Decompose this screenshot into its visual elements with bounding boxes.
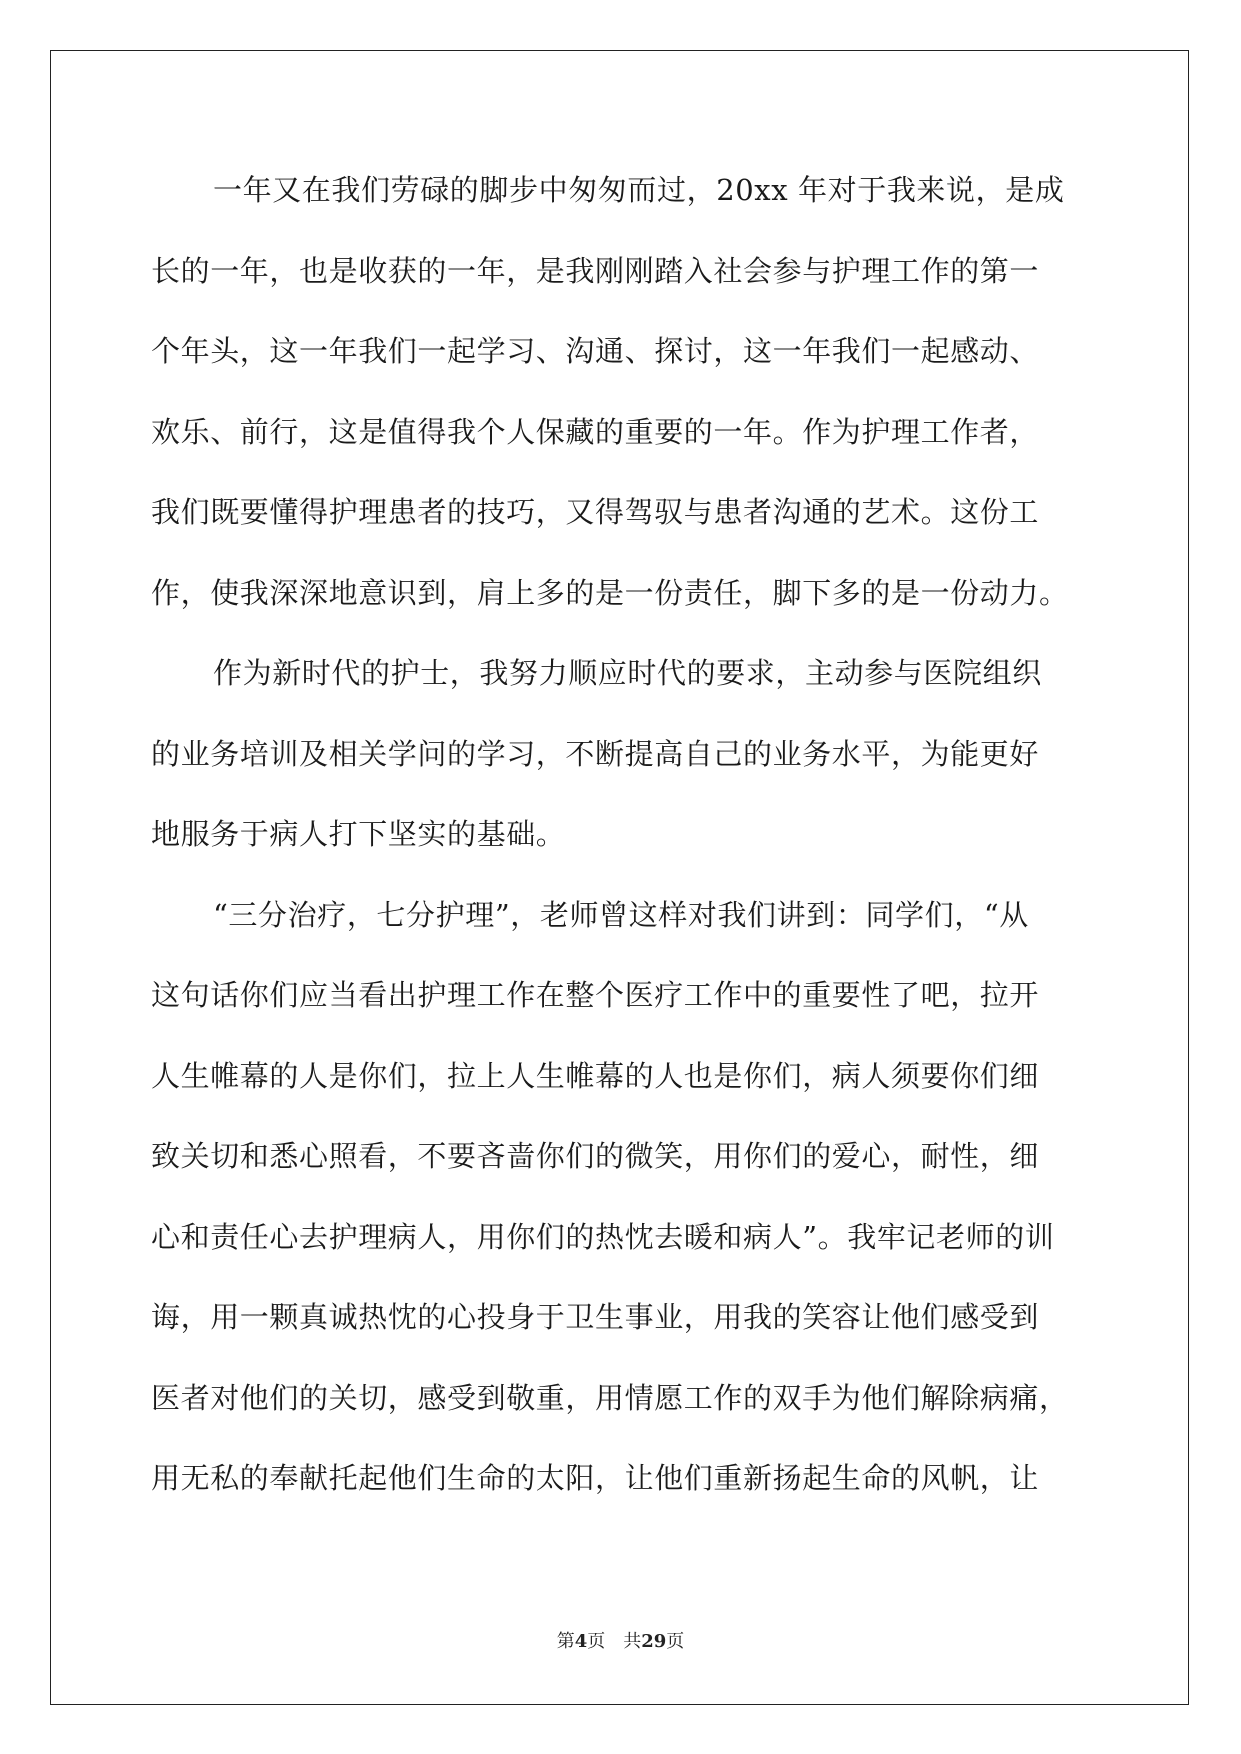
paragraph-3-line-4: 致关切和悉心照看，不要吝啬你们的微笑，用你们的爱心，耐性，细	[151, 1139, 1040, 1173]
paragraph-1-line-4: 欢乐、前行，这是值得我个人保藏的重要的一年。作为护理工作者，	[151, 414, 1040, 449]
paragraph-1-line-5: 我们既要懂得护理患者的技巧，又得驾驭与患者沟通的艺术。这份工	[151, 495, 1040, 529]
paragraph-3-line-2: 这句话你们应当看出护理工作在整个医疗工作中的重要性了吧，拉开	[151, 978, 1040, 1012]
page-number: 4	[574, 1631, 588, 1652]
page-footer	[0, 1627, 1241, 1653]
paragraph-1-line-3: 个年头，这一年我们一起学习、沟通、探讨，这一年我们一起感动、	[151, 334, 1040, 368]
total-prefix: 共	[623, 1631, 642, 1652]
paragraph-3-line-8: 用无私的奉献托起他们生命的太阳，让他们重新扬起生命的风帆，让	[151, 1461, 1040, 1495]
paragraph-3-line-5: 心和责任心去护理病人，用你们的热忱去暖和病人”。我牢记老师的训	[151, 1219, 1055, 1254]
paragraph-3-line-3: 人生帷幕的人是你们，拉上人生帷幕的人也是你们，病人须要你们细	[151, 1058, 1040, 1093]
paragraph-1-line-1: 一年又在我们劳碌的脚步中匆匆而过，20xx 年对于我来说，是成	[213, 173, 1065, 207]
page-prefix: 第	[556, 1631, 575, 1652]
total-pages: 29	[641, 1631, 667, 1652]
paragraph-1-line-2: 长的一年，也是收获的一年，是我刚刚踏入社会参与护理工作的第一	[151, 253, 1040, 288]
paragraph-3-line-7: 医者对他们的关切，感受到敬重，用情愿工作的双手为他们解除病痛，	[151, 1380, 1069, 1415]
paragraph-1-line-6: 作，使我深深地意识到，肩上多的是一份责任，脚下多的是一份动力。	[151, 575, 1069, 610]
paragraph-2-line-1: 作为新时代的护士，我努力顺应时代的要求，主动参与医院组织	[213, 656, 1042, 690]
paragraph-3-line-1: “三分治疗，七分护理”，老师曾这样对我们讲到：同学们，“从	[213, 897, 1029, 932]
document-body	[151, 160, 1091, 1529]
page-suffix: 页	[587, 1631, 606, 1652]
paragraph-2-line-3: 地服务于病人打下坚实的基础。	[151, 817, 566, 851]
paragraph-2-line-2: 的业务培训及相关学问的学习，不断提高自己的业务水平，为能更好	[151, 736, 1040, 771]
paragraph-3-line-6: 诲，用一颗真诚热忱的心投身于卫生事业，用我的笑容让他们感受到	[151, 1300, 1040, 1334]
total-suffix: 页	[666, 1631, 685, 1652]
